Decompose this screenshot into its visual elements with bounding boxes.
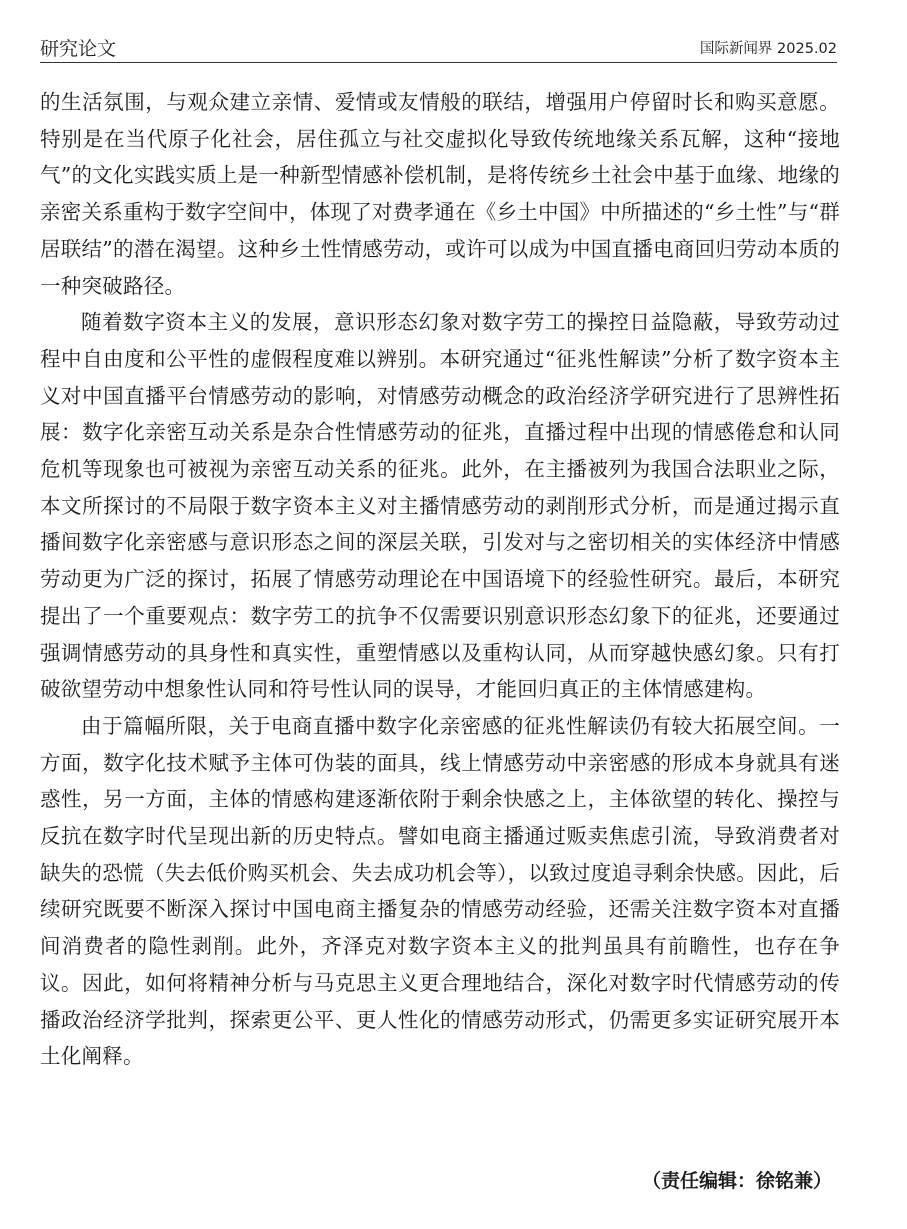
editor-credit: （责任编辑：徐铭兼） bbox=[641, 1170, 832, 1192]
article-body bbox=[40, 84, 840, 1075]
section-label: 研究论文 bbox=[40, 38, 117, 60]
paragraph-continued: 的生活氛围，与观众建立亲情、爱情或友情般的联结，增强用户停留时长和购买意愿。特别是在当代原子化社会，居住孤立与社交虚拟化导致传统地缘关系瓦解，这种“接地气”的文化实践实质上是一种新型情感补偿机制，是将传统乡土社会中基于血缘、地缘的亲密关系重构于数字空间中，体现了对费孝通在《乡土中国》中所描述的“乡土性”与“群居联结”的潜在渴望。这种乡土性情感劳动，或许可以成为中国直播电商回归劳动本质的一种突破路径。 bbox=[40, 90, 840, 298]
journal-issue: 国际新闻界 2025.02 bbox=[699, 41, 837, 57]
paragraph-limitations: 由于篇幅所限，关于电商直播中数字化亲密感的征兆性解读仍有较大拓展空间。一方面，数字化技术赋予主体可伪装的面具，线上情感劳动中亲密感的形成本身就具有迷惑性，另一方面，主体的情感构建逐渐依附于剩余快感之上，主体欲望的转化、操控与反抗在数字时代呈现出新的历史特点。譬如电商主播通过贩卖焦虑引流，导致消费者对缺失的恐慌（失去低价购买机会、失去成功机会等），以致过度追寻剩余快感。因此，后续研究既要不断深入探讨中国电商主播复杂的情感劳动经验，还需关注数字资本对直播间消费者的隐性剥削。此外，齐泽克对数字资本主义的批判虽具有前瞻性，也存在争议。因此，如何将精神分析与马克思主义更合理地结合，深化对数字时代情感劳动的传播政治经济学批判，探索更公平、更人性化的情感劳动形式，仍需更多实证研究展开本土化阐释。 bbox=[40, 713, 840, 1069]
paragraph-conclusion: 随着数字资本主义的发展，意识形态幻象对数字劳工的操控日益隐蔽，导致劳动过程中自由度和公平性的虚假程度难以辨别。本研究通过“征兆性解读”分析了数字资本主义对中国直播平台情感劳动的影响，对情感劳动概念的政治经济学研究进行了思辨性拓展：数字化亲密互动关系是杂合性情感劳动的征兆，直播过程中出现的情感倦怠和认同危机等现象也可被视为亲密互动关系的征兆。此外，在主播被列为我国合法职业之际，本文所探讨的不局限于数字资本主义对主播情感劳动的剥削形式分析，而是通过揭示直播间数字化亲密感与意识形态之间的深层关联，引发对与之密切相关的实体经济中情感劳动更为广泛的探讨，拓展了情感劳动理论在中国语境下的经验性研究。最后，本研究提出了一个重要观点：数字劳工的抗争不仅需要识别意识形态幻象下的征兆，还要通过强调情感劳动的具身性和真实性，重塑情感以及重构认同，从而穿越快感幻象。只有打破欲望劳动中想象性认同和符号性认同的误导，才能回归真正的主体情感建构。 bbox=[40, 310, 840, 702]
running-header bbox=[40, 30, 837, 63]
